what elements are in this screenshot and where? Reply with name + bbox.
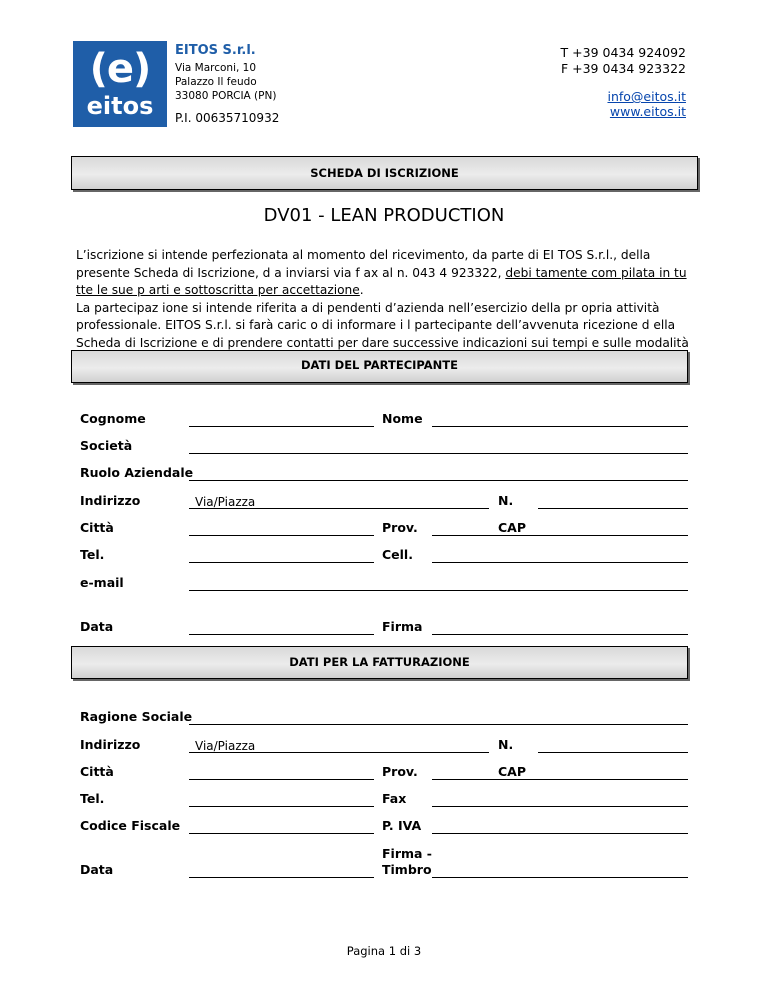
label-ragione-sociale: Ragione Sociale xyxy=(80,709,193,724)
label-piva: P. IVA xyxy=(382,818,422,833)
field-data[interactable] xyxy=(189,634,374,635)
label-tel: Tel. xyxy=(80,547,105,562)
participant-banner: DATI DEL PARTECIPANTE xyxy=(71,350,688,383)
field-tel[interactable] xyxy=(189,562,374,563)
website-link[interactable]: www.eitos.it xyxy=(609,104,686,119)
field-codice-fiscale[interactable] xyxy=(189,833,374,834)
field-billing-data[interactable] xyxy=(189,877,374,878)
logo-wordmark: eitos xyxy=(86,92,154,120)
label-indirizzo: Indirizzo xyxy=(80,493,141,508)
intro-p2: La partecipaz ione si intende riferita a di pendenti d’azienda nell’esercizio della pr opria attività professionale. EITOS S.r.l. si farà caric o di informare i l partecipante dell’avvenuta ricezione d ella Scheda di Iscrizione e di prendere contatti per dare successive indicazioni sui tempi e sulle modalità xyxy=(76,300,689,350)
field-email[interactable] xyxy=(189,590,688,591)
label-cap: CAP xyxy=(498,520,527,535)
label-firma: Firma xyxy=(382,619,423,634)
field-citta[interactable] xyxy=(189,535,374,536)
label-data: Data xyxy=(80,619,114,634)
label-billing-citta: Città xyxy=(80,764,114,779)
label-email: e-mail xyxy=(80,575,124,590)
label-codice-fiscale: Codice Fiscale xyxy=(80,818,181,833)
page-number: Pagina 1 di 3 xyxy=(346,944,422,958)
label-billing-cap: CAP xyxy=(498,764,527,779)
field-prov[interactable] xyxy=(432,535,492,536)
label-cell: Cell. xyxy=(382,547,413,562)
label-nome: Nome xyxy=(382,411,423,426)
label-billing-data: Data xyxy=(80,862,114,877)
label-firma-line2: Timbro xyxy=(382,862,432,877)
intro-p1-underlined: debi tamente com pilata in tu tte le sue p arti e sottoscritta per accettazione xyxy=(76,265,687,297)
field-nome[interactable] xyxy=(432,426,688,427)
label-ruolo: Ruolo Aziendale xyxy=(80,465,194,480)
field-ruolo[interactable] xyxy=(189,480,688,481)
field-billing-citta[interactable] xyxy=(189,779,374,780)
field-ragione-sociale[interactable] xyxy=(189,724,688,725)
field-piva[interactable] xyxy=(432,833,688,834)
intro-p1-end: . xyxy=(359,283,364,297)
eitos-logo xyxy=(73,41,167,127)
address-line-1: Via Marconi, 10 xyxy=(175,62,257,74)
intro-p1: L’iscrizione si intende perfezionata al momento del ricevimento, da parte di EI TOS S.r.l., della presente Scheda di Iscrizione, d a inviarsi via f ax al n. 043 4 923322, xyxy=(76,248,651,280)
field-numero[interactable] xyxy=(538,508,688,509)
label-firma-line1: Firma - xyxy=(382,846,432,861)
field-billing-cap[interactable] xyxy=(492,779,688,780)
field-firma-timbro[interactable] xyxy=(432,877,688,878)
email-link[interactable]: info@eitos.it xyxy=(607,89,686,104)
form-title-banner: SCHEDA DI ISCRIZIONE xyxy=(71,156,698,190)
vat-number: P.I. 00635710932 xyxy=(175,111,280,125)
course-title: DV01 - LEAN PRODUCTION xyxy=(263,205,505,226)
phone: T +39 0434 924092 xyxy=(560,45,686,60)
address-line-3: 33080 PORCIA (PN) xyxy=(175,90,277,102)
label-prov: Prov. xyxy=(382,520,418,535)
fax: F +39 0434 923322 xyxy=(560,61,686,76)
label-billing-prov: Prov. xyxy=(382,764,418,779)
field-billing-tel[interactable] xyxy=(189,806,374,807)
field-societa[interactable] xyxy=(189,453,688,454)
label-societa: Società xyxy=(80,438,133,453)
prefill-billing-via-piazza: Via/Piazza xyxy=(195,739,256,753)
field-cell[interactable] xyxy=(432,562,688,563)
field-billing-prov[interactable] xyxy=(432,779,492,780)
field-billing-indirizzo[interactable] xyxy=(189,752,489,753)
label-billing-tel: Tel. xyxy=(80,791,105,806)
label-billing-numero: N. xyxy=(498,737,514,752)
field-billing-fax[interactable] xyxy=(432,806,688,807)
logo-mark: (e) xyxy=(89,46,151,92)
label-billing-indirizzo: Indirizzo xyxy=(80,737,141,752)
label-citta: Città xyxy=(80,520,114,535)
field-indirizzo[interactable] xyxy=(189,508,489,509)
field-billing-numero[interactable] xyxy=(538,752,688,753)
billing-banner: DATI PER LA FATTURAZIONE xyxy=(71,646,688,679)
company-name: EITOS S.r.l. xyxy=(175,43,256,58)
label-numero: N. xyxy=(498,493,514,508)
address-line-2: Palazzo Il feudo xyxy=(175,76,257,88)
label-cognome: Cognome xyxy=(80,411,146,426)
prefill-via-piazza: Via/Piazza xyxy=(195,495,256,509)
field-cognome[interactable] xyxy=(189,426,374,427)
label-billing-fax: Fax xyxy=(382,791,407,806)
field-cap[interactable] xyxy=(492,535,688,536)
field-firma[interactable] xyxy=(432,634,688,635)
